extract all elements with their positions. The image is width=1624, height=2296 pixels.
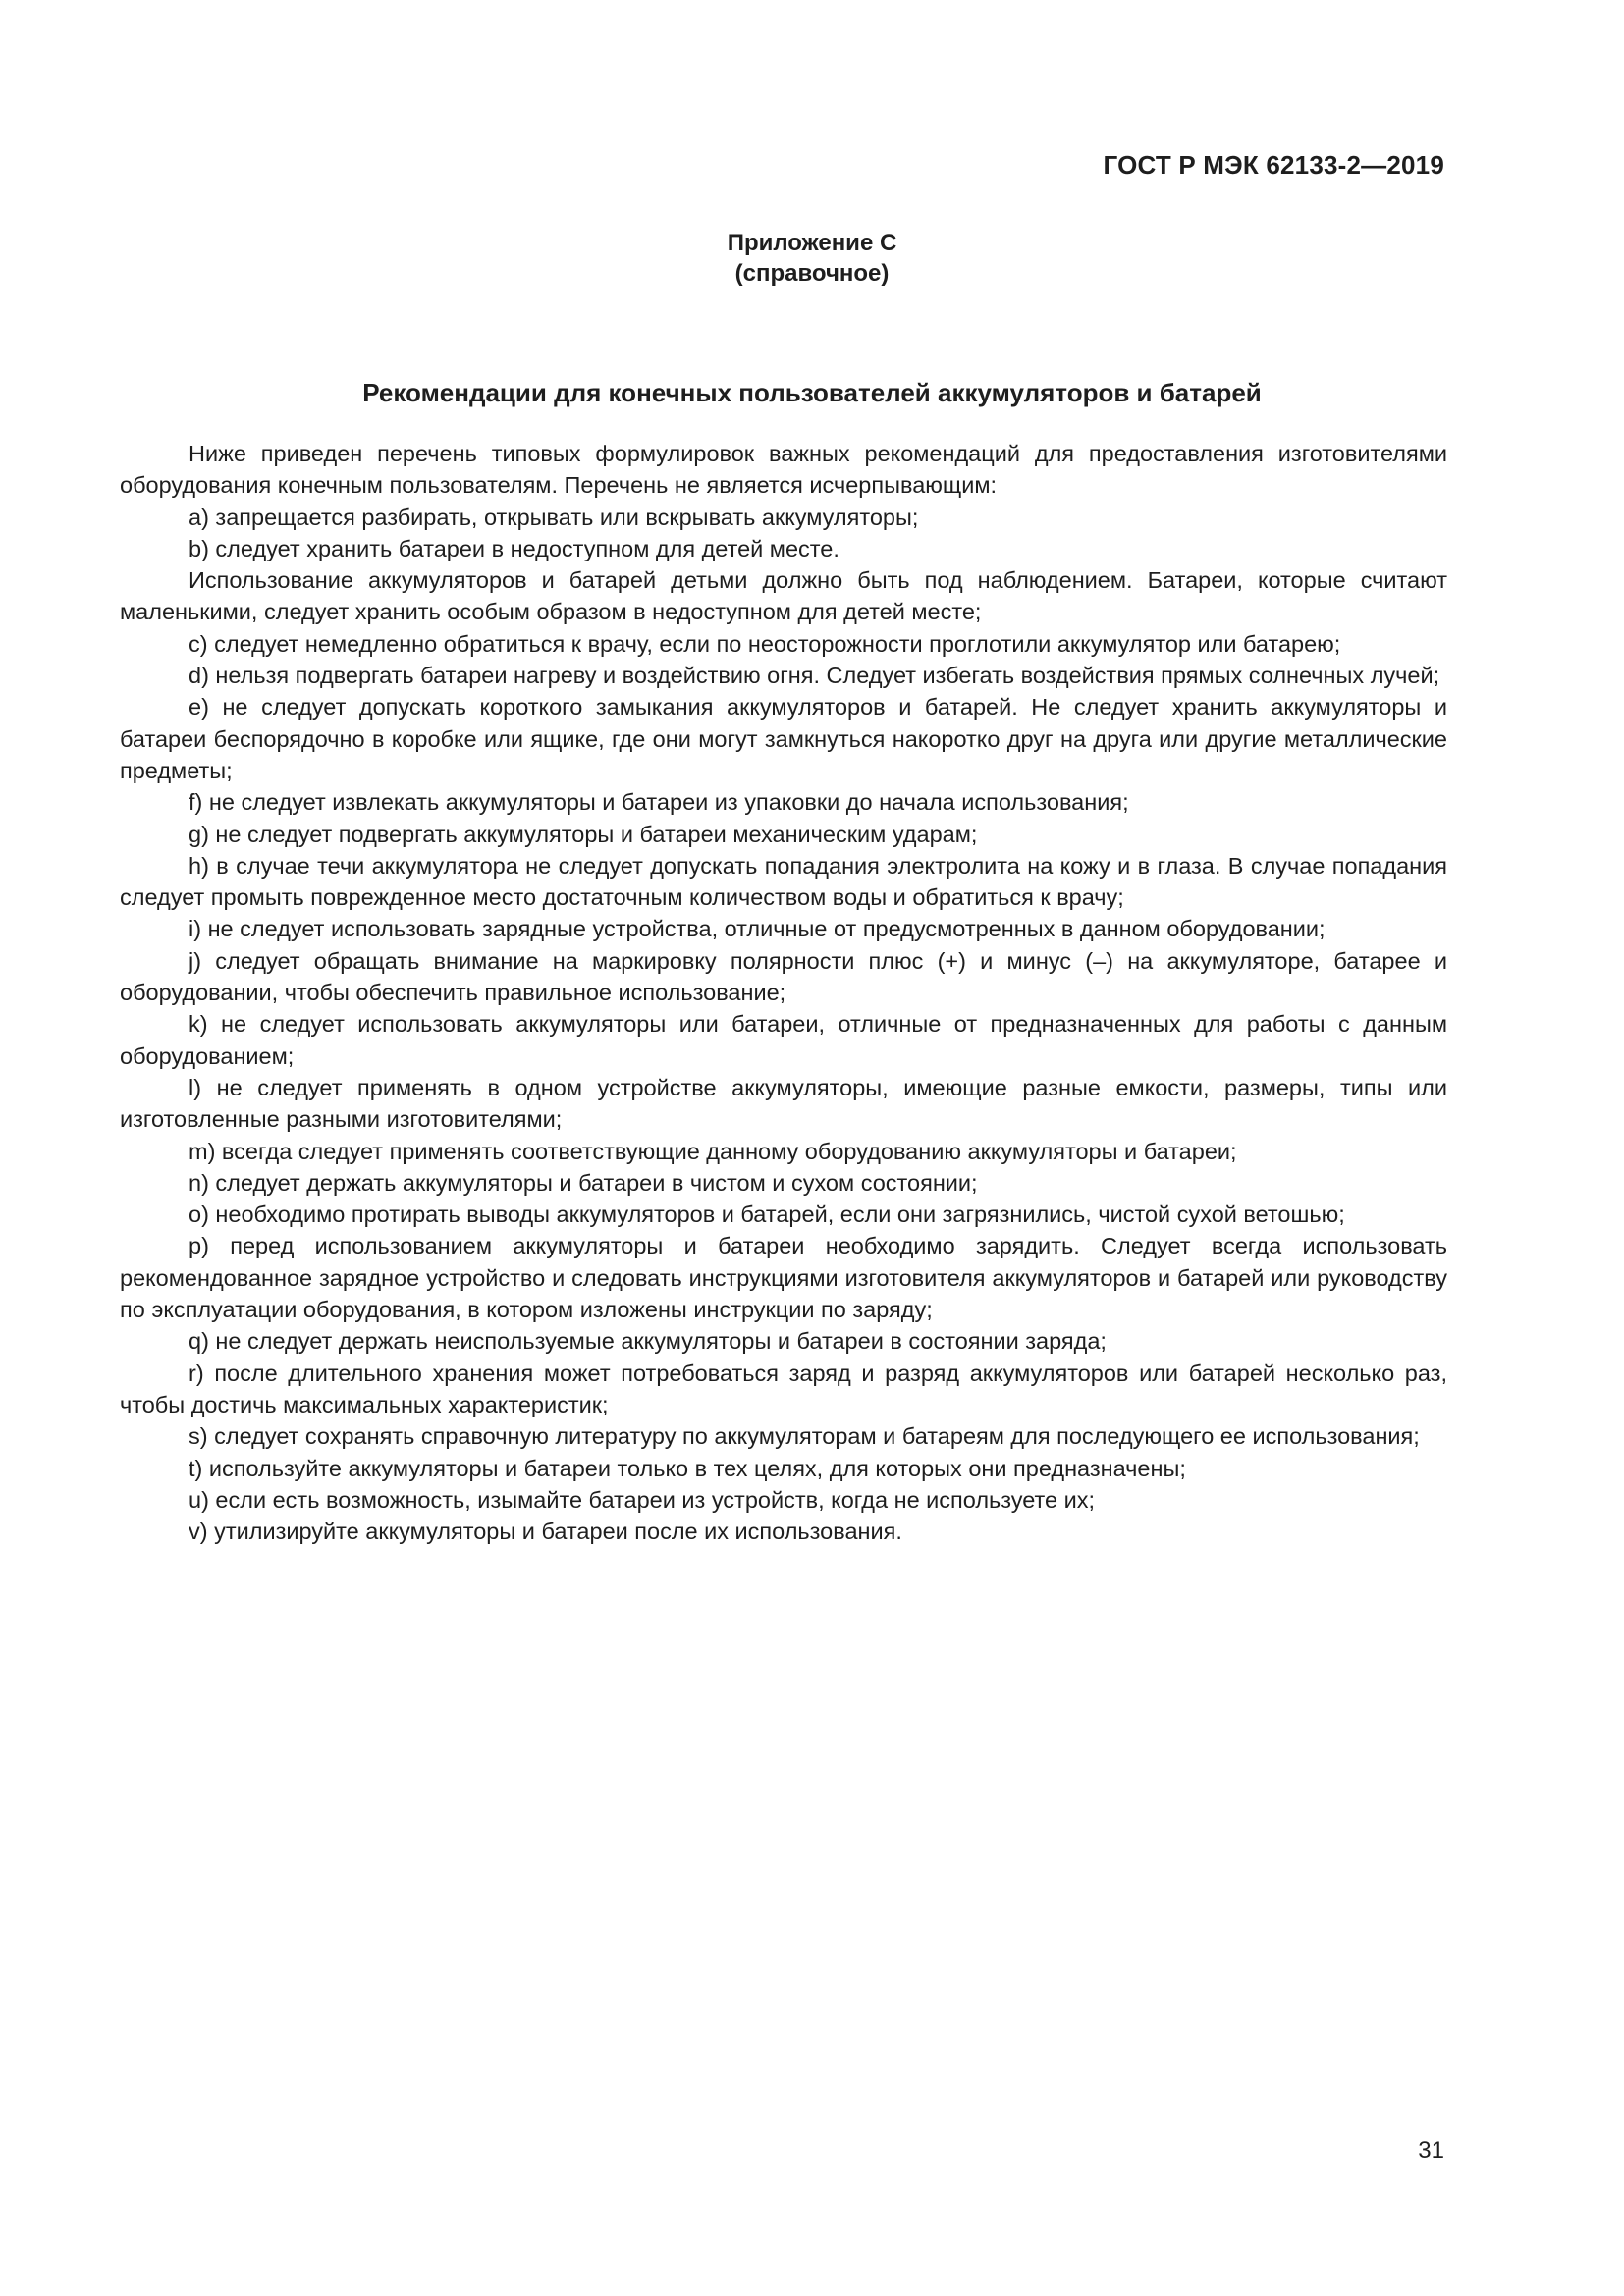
- list-item-f: f) не следует извлекать аккумуляторы и батареи из упаковки до начала использования;: [189, 789, 1129, 816]
- list-item-e: e) не следует допускать короткого замыкания аккумуляторов и батарей. Не следует хранить аккумуляторы и батареи беспорядочно в коробке или ящике, где они могут замкнуться накоротко друг на друга или другие металлические предметы;: [120, 694, 1447, 783]
- body-text: [120, 438, 1447, 1547]
- annex-type: (справочное): [734, 260, 890, 287]
- list-item-u: u) если есть возможность, изымайте батареи из устройств, когда не используете их;: [189, 1486, 1096, 1513]
- list-item-m: m) всегда следует применять соответствующие данному оборудованию аккумуляторы и батареи;: [189, 1138, 1237, 1164]
- list-item-n: n) следует держать аккумуляторы и батареи в чистом и сухом состоянии;: [189, 1169, 978, 1196]
- document-code: ГОСТ Р МЭК 62133-2—2019: [1103, 150, 1444, 180]
- list-item-c: c) следует немедленно обратиться к врачу, если по неосторожности проглотили аккумулятор или батарею;: [189, 630, 1341, 657]
- list-item-v: v) утилизируйте аккумуляторы и батареи после их использования.: [189, 1519, 902, 1545]
- list-item-s: s) следует сохранять справочную литературу по аккумуляторам и батареям для последующего ее использования;: [189, 1423, 1420, 1450]
- paragraph-children-supervision: Использование аккумуляторов и батарей детьми должно быть под наблюдением. Батареи, которые считают маленькими, следует хранить особым образом в недоступном для детей месте;: [120, 567, 1447, 625]
- intro-paragraph: Ниже приведен перечень типовых формулировок важных рекомендаций для предоставления изготовителями оборудования конечным пользователям. Перечень не является исчерпывающим:: [120, 441, 1447, 499]
- list-item-i: i) не следует использовать зарядные устройства, отличные от предусмотренных в данном оборудовании;: [189, 916, 1326, 942]
- list-item-r: r) после длительного хранения может потребоваться заряд и разряд аккумуляторов или батарей несколько раз, чтобы достичь максимальных характеристик;: [120, 1360, 1447, 1417]
- page-number: 31: [1418, 2137, 1444, 2163]
- list-item-b: b) следует хранить батареи в недоступном для детей месте.: [189, 535, 839, 561]
- list-item-t: t) используйте аккумуляторы и батареи только в тех целях, для которых они предназначены;: [189, 1455, 1186, 1481]
- list-item-j: j) следует обращать внимание на маркировку полярности плюс (+) и минус (–) на аккумуляторе, батарее и оборудовании, чтобы обеспечить правильное использование;: [120, 947, 1447, 1006]
- list-item-k: k) не следует использовать аккумуляторы или батареи, отличные от предназначенных для работы с данным оборудованием;: [120, 1011, 1447, 1069]
- annex-label: Приложение С: [727, 230, 897, 256]
- list-item-a: a) запрещается разбирать, открывать или вскрывать аккумуляторы;: [189, 504, 919, 530]
- list-item-h: h) в случае течи аккумулятора не следует допускать попадания электролита на кожу и в глаза. В случае попадания следует промыть поврежденное место достаточным количеством воды и обратиться к врачу;: [120, 852, 1447, 911]
- list-item-q: q) не следует держать неиспользуемые аккумуляторы и батареи в состоянии заряда;: [189, 1328, 1107, 1355]
- list-item-l: l) не следует применять в одном устройстве аккумуляторы, имеющие разные емкости, размеры, типы или изготовленные разными изготовителями;: [120, 1074, 1447, 1133]
- list-item-g: g) не следует подвергать аккумуляторы и батареи механическим ударам;: [189, 821, 978, 847]
- list-item-p: p) перед использованием аккумуляторы и батареи необходимо зарядить. Следует всегда использовать рекомендованное зарядное устройство и следовать инструкциями изготовителя аккумуляторов и батарей или руководству по эксплуатации оборудования, в котором изложены инструкции по заряду;: [120, 1233, 1447, 1323]
- list-item-d: d) нельзя подвергать батареи нагреву и воздействию огня. Следует избегать воздействия прямых солнечных лучей;: [189, 663, 1440, 689]
- annex-heading: [0, 228, 1624, 289]
- list-item-o: o) необходимо протирать выводы аккумуляторов и батарей, если они загрязнились, чистой сухой ветошью;: [189, 1201, 1345, 1228]
- section-title: Рекомендации для конечных пользователей аккумуляторов и батарей: [362, 378, 1262, 407]
